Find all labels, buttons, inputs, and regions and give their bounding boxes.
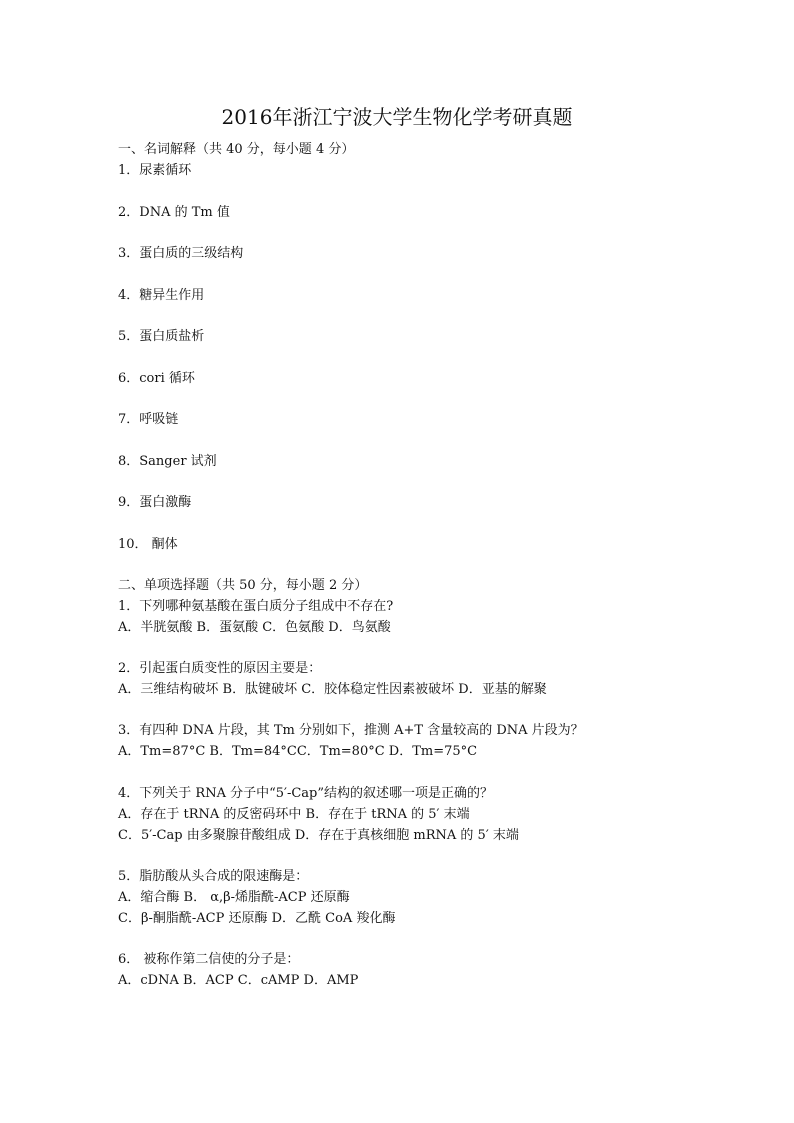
question-stem: 3．有四种 DNA 片段，其 Tm 分别如下，推测 A+T 含量较高的 DNA 片段为？ — [118, 723, 584, 738]
question-options: A．Tm=87°C B．Tm=84°CC．Tm=80°C D．Tm=75°C — [118, 744, 478, 759]
question-options: A．存在于 tRNA 的反密码环中 B．存在于 tRNA 的 5′ 末端 — [118, 807, 470, 822]
question-options: A．半胱氨酸 B．蛋氨酸 C．色氨酸 D．鸟氨酸 — [118, 620, 391, 635]
question-stem: 1．下列哪种氨基酸在蛋白质分子组成中不存在? — [118, 599, 394, 614]
term-item: 3．蛋白质的三级结构 — [118, 246, 244, 261]
page-title: 2016年浙江宁波大学生物化学考研真题 — [221, 105, 573, 129]
section1-heading: 一、名词解释（共 40 分，每小题 4 分） — [118, 142, 355, 157]
term-item: 2．DNA 的 Tm 值 — [118, 205, 230, 220]
question-options: C．β-酮脂酰-ACP 还原酶 D．乙酰 CoA 羧化酶 — [118, 911, 396, 926]
question-stem: 4．下列关于 RNA 分子中“5′-Cap”结构的叙述哪一项是正确的？ — [118, 786, 494, 801]
question-options: A．缩合酶 B． α,β-烯脂酰-ACP 还原酶 — [118, 890, 350, 905]
question-stem: 2．引起蛋白质变性的原因主要是： — [118, 661, 322, 676]
term-item: 6．cori 循环 — [118, 371, 195, 386]
question-options: A．三维结构破坏 B．肽键破坏 C．胶体稳定性因素被破坏 D．亚基的解聚 — [118, 682, 547, 697]
term-item: 4．糖异生作用 — [118, 288, 205, 303]
term-item: 1．尿素循环 — [118, 163, 192, 178]
term-item: 5．蛋白质盐析 — [118, 329, 205, 344]
question-stem: 6． 被称作第二信使的分子是： — [118, 952, 300, 967]
term-item: 8．Sanger 试剂 — [118, 454, 217, 469]
question-options: C．5′-Cap 由多聚腺苷酸组成 D．存在于真核细胞 mRNA 的 5′ 末端 — [118, 828, 519, 843]
term-item: 7．呼吸链 — [118, 412, 179, 427]
question-stem: 5．脂肪酸从头合成的限速酶是： — [118, 869, 309, 884]
question-options: A．cDNA B．ACP C．cAMP D．AMP — [118, 973, 359, 988]
section2-heading: 二、单项选择题（共 50 分，每小题 2 分） — [118, 578, 368, 593]
term-item: 10． 酮体 — [118, 537, 178, 552]
term-item: 9．蛋白激酶 — [118, 495, 192, 510]
